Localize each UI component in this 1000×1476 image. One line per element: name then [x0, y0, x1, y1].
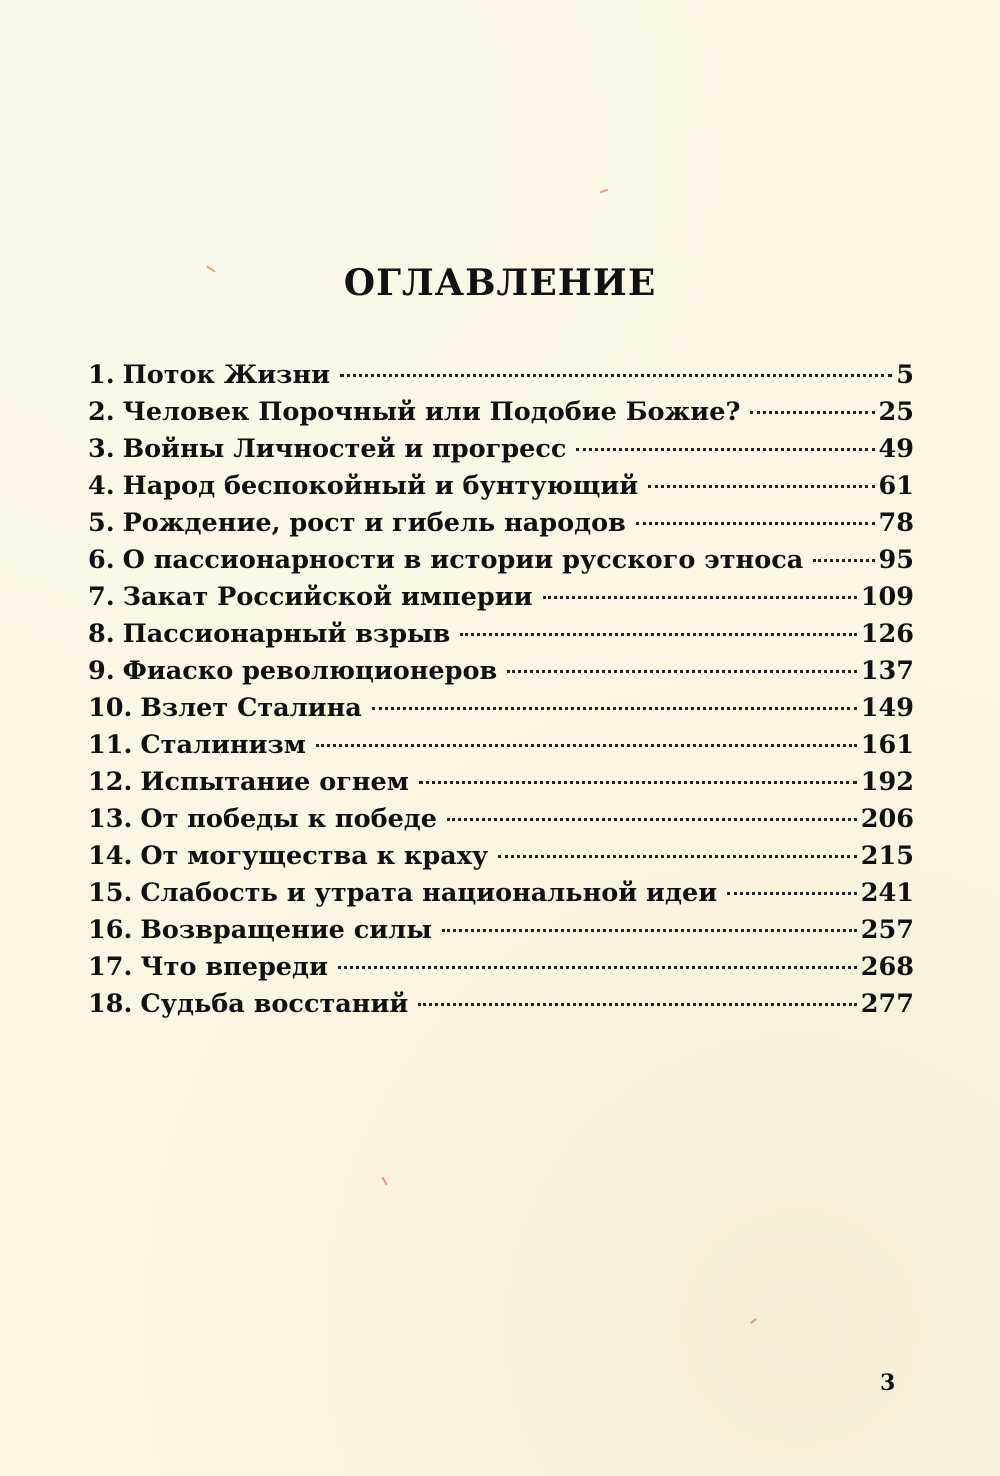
toc-entry-number: 2. [88, 397, 115, 427]
toc-entry[interactable] [88, 619, 914, 656]
toc-entry-number: 9. [88, 656, 115, 686]
toc-entry-page: 109 [860, 582, 914, 612]
dot-leader [813, 559, 874, 562]
paper-fleck [600, 189, 608, 194]
toc-entry-title: От победы к победе [140, 804, 438, 834]
toc-entry-page: 95 [878, 545, 914, 575]
toc-entry-number: 14. [88, 841, 133, 871]
toc-entry-title: Что впереди [140, 952, 328, 982]
toc-entry-title: Судьба восстаний [140, 989, 409, 1019]
toc-entry-page: 268 [860, 952, 914, 982]
toc-entry-number: 16. [88, 915, 133, 945]
toc-entry-page: 215 [860, 841, 914, 871]
toc-entry-page: 277 [860, 989, 914, 1019]
toc-entry-number: 6. [88, 545, 115, 575]
toc-entry-title: Фиаско революционеров [122, 656, 498, 686]
dot-leader [442, 929, 857, 932]
toc-entry-page: 49 [878, 434, 914, 464]
toc-entry-number: 8. [88, 619, 115, 649]
toc-entry[interactable] [88, 471, 914, 508]
table-of-contents [88, 360, 914, 1026]
toc-entry[interactable] [88, 878, 914, 915]
toc-entry[interactable] [88, 915, 914, 952]
paper-fleck [750, 1318, 757, 1324]
dot-leader [340, 374, 892, 377]
toc-entry-page: 257 [860, 915, 914, 945]
toc-entry[interactable] [88, 397, 914, 434]
toc-entry-title: Человек Порочный или Подобие Божие? [122, 397, 741, 427]
toc-entry[interactable] [88, 841, 914, 878]
toc-entry-page: 149 [860, 693, 914, 723]
toc-entry-title: От могущества к краху [140, 841, 489, 871]
dot-leader [576, 448, 874, 451]
toc-entry-title: Рождение, рост и гибель народов [122, 508, 626, 538]
dot-leader [418, 1003, 856, 1006]
page-title: ОГЛАВЛЕНИЕ [343, 262, 657, 304]
toc-entry-number: 17. [88, 952, 133, 982]
toc-entry-page: 206 [860, 804, 914, 834]
toc-entry-page: 5 [896, 360, 914, 390]
toc-entry-number: 4. [88, 471, 115, 501]
toc-entry-title: Взлет Сталина [140, 693, 362, 723]
toc-entry[interactable] [88, 582, 914, 619]
toc-entry[interactable] [88, 656, 914, 693]
toc-entry-number: 5. [88, 508, 115, 538]
toc-entry-title: Народ беспокойный и бунтующий [122, 471, 639, 501]
toc-entry-title: Возвращение силы [140, 915, 432, 945]
toc-entry-page: 137 [860, 656, 914, 686]
toc-entry-page: 241 [860, 878, 914, 908]
toc-entry-title: Испытание огнем [140, 767, 409, 797]
dot-leader [447, 818, 857, 821]
toc-entry-title: Войны Личностей и прогресс [122, 434, 567, 464]
dot-leader [507, 670, 857, 673]
dot-leader [648, 485, 874, 488]
toc-entry-number: 10. [88, 693, 133, 723]
toc-entry-number: 3. [88, 434, 115, 464]
toc-entry[interactable] [88, 730, 914, 767]
toc-entry-title: Поток Жизни [122, 360, 331, 390]
toc-entry-number: 13. [88, 804, 133, 834]
toc-entry[interactable] [88, 434, 914, 471]
toc-entry-title: Сталинизм [140, 730, 306, 760]
toc-entry[interactable] [88, 767, 914, 804]
toc-entry[interactable] [88, 508, 914, 545]
toc-entry-page: 161 [860, 730, 914, 760]
dot-leader [543, 596, 857, 599]
toc-entry-number: 7. [88, 582, 115, 612]
toc-entry-title: Слабость и утрата национальной идеи [140, 878, 718, 908]
toc-entry-number: 18. [88, 989, 133, 1019]
toc-entry-page: 61 [878, 471, 914, 501]
toc-entry-number: 1. [88, 360, 115, 390]
toc-entry[interactable] [88, 693, 914, 730]
dot-leader [460, 633, 856, 636]
toc-entry[interactable] [88, 545, 914, 582]
toc-entry-title: Пассионарный взрыв [122, 619, 451, 649]
toc-entry-number: 15. [88, 878, 133, 908]
dot-leader [636, 522, 875, 525]
toc-entry[interactable] [88, 952, 914, 989]
dot-leader [750, 411, 874, 414]
toc-entry-page: 192 [860, 767, 914, 797]
toc-entry-page: 25 [878, 397, 914, 427]
toc-entry-number: 12. [88, 767, 133, 797]
dot-leader [372, 707, 857, 710]
page-number: 3 [880, 1370, 896, 1396]
toc-entry[interactable] [88, 360, 914, 397]
toc-entry-page: 78 [878, 508, 914, 538]
dot-leader [727, 892, 857, 895]
dot-leader [316, 744, 857, 747]
toc-entry-title: О пассионарности в истории русского этноса [122, 545, 804, 575]
dot-leader [498, 855, 857, 858]
paper-fleck [381, 1177, 387, 1186]
toc-entry[interactable] [88, 989, 914, 1026]
toc-entry-number: 11. [88, 730, 133, 760]
toc-entry-page: 126 [860, 619, 914, 649]
dot-leader [338, 966, 857, 969]
toc-entry[interactable] [88, 804, 914, 841]
dot-leader [419, 781, 857, 784]
toc-entry-title: Закат Российской империи [122, 582, 533, 612]
